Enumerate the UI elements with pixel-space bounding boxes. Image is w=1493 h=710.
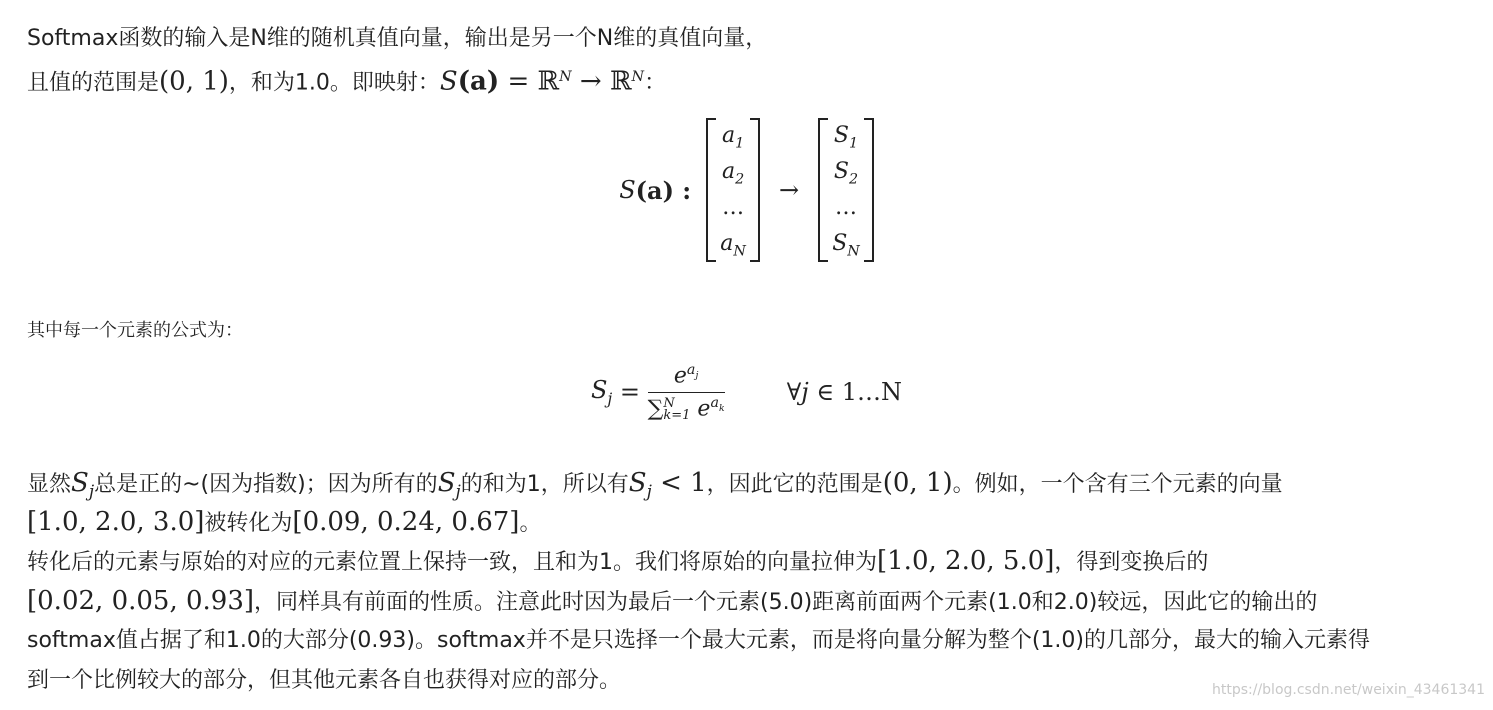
input-vector-matrix bbox=[706, 118, 760, 262]
interval-math: (0, 1) bbox=[882, 468, 953, 498]
csdn-watermark: https://blog.csdn.net/weixin_43461341 bbox=[1211, 682, 1485, 698]
input-vector-cell: … bbox=[722, 195, 745, 220]
para2-text: 总是正的~(因为指数)；因为所有的 bbox=[94, 472, 438, 497]
lt-one-math: < 1 bbox=[651, 468, 707, 498]
formula-intro-text: 其中每一个元素的公式为： bbox=[27, 320, 243, 341]
formula-lhs: $S_j$ bbox=[590, 375, 613, 408]
para2-text: 。 bbox=[519, 511, 542, 536]
matrix-lhs-S: S bbox=[619, 176, 636, 204]
intro-line-2 bbox=[27, 62, 666, 98]
formula-denominator: ∑ N k=1 $e^{a_k}$ bbox=[647, 395, 725, 423]
para2-line-4 bbox=[27, 586, 1317, 618]
input-vector-cell: $a_1$ bbox=[721, 123, 745, 152]
para2-line-6 bbox=[27, 666, 621, 696]
map-N2-math: N bbox=[631, 69, 645, 85]
vector-1-math: [1.0, 2.0, 3.0] bbox=[27, 507, 205, 537]
matrix-equation bbox=[0, 118, 1493, 262]
para2-line-2 bbox=[27, 507, 541, 539]
para2-line-1 bbox=[27, 468, 1283, 506]
output-vector-cell: … bbox=[834, 195, 857, 220]
intro-text-2c: ： bbox=[644, 70, 667, 96]
intro-line-1 bbox=[27, 24, 767, 54]
formula-numerator: $e^{a_j}$ bbox=[648, 362, 725, 393]
softmax-formula bbox=[0, 362, 1493, 422]
para2-line-5 bbox=[27, 626, 1370, 656]
matrix-arrow: → bbox=[778, 176, 800, 204]
map-arrow-math: → ℝ bbox=[571, 66, 632, 97]
input-vector-cell: $a_N$ bbox=[720, 231, 746, 260]
output-vector-cell: $S_1$ bbox=[833, 123, 859, 152]
para2-text: ，同样具有前面的性质。注意此时因为最后一个元素(5.0)距离前面两个元素(1.0和2.0)较远，因此它的输出的 bbox=[254, 590, 1318, 615]
para2-text: softmax值占据了和1.0的大部分(0.93)。softmax并不是只选择一个最大元素，而是将向量分解为整个(1.0)的几部分，最大的输入元素得 bbox=[27, 628, 1370, 653]
S-j-math: $S_j$ bbox=[628, 468, 652, 502]
map-N1-math: N bbox=[559, 69, 572, 85]
output-vector-cell: $S_2$ bbox=[833, 159, 859, 188]
vector-3-math: [1.0, 2.0, 5.0] bbox=[877, 546, 1055, 576]
output-vector-cell: $S_N$ bbox=[832, 231, 860, 260]
input-vector-cell: $a_2$ bbox=[721, 159, 745, 188]
map-eq-math: = ℝ bbox=[499, 66, 560, 97]
para2-text: ，因此它的范围是 bbox=[706, 472, 883, 497]
vector-2-math: [0.09, 0.24, 0.67] bbox=[292, 507, 520, 537]
para2-text: 的和为1，所以有 bbox=[460, 472, 629, 497]
para2-text: 。例如，一个含有三个元素的向量 bbox=[952, 472, 1283, 497]
formula-eq: = bbox=[612, 377, 648, 406]
intro-text-1: Softmax函数的输入是N维的随机真值向量，输出是另一个N维的真值向量， bbox=[27, 26, 768, 51]
para2-text: 显然 bbox=[27, 472, 72, 497]
map-S-math: S bbox=[439, 66, 458, 97]
intro-text-2b: ，和为1.0。即映射： bbox=[228, 70, 440, 96]
para2-line-3 bbox=[27, 546, 1208, 578]
S-j-math: $S_j$ bbox=[437, 468, 461, 502]
para2-text: 到一个比例较大的部分，但其他元素各自也获得对应的部分。 bbox=[27, 668, 622, 693]
intro-text-2a: 且值的范围是 bbox=[27, 70, 160, 96]
interval-math: (0, 1) bbox=[159, 66, 229, 97]
para2-text: ，得到变换后的 bbox=[1054, 550, 1209, 575]
formula-intro bbox=[27, 316, 243, 346]
map-a-math: (a) bbox=[457, 66, 500, 97]
formula-fraction bbox=[648, 362, 725, 422]
S-j-math: $S_j$ bbox=[71, 468, 95, 502]
output-vector-matrix bbox=[818, 118, 874, 262]
para2-text: 转化后的元素与原始的对应的元素位置上保持一致，且和为1。我们将原始的向量拉伸为 bbox=[27, 550, 877, 575]
formula-forall: ∀j ∈ 1…N bbox=[786, 377, 903, 406]
vector-4-math: [0.02, 0.05, 0.93] bbox=[27, 586, 255, 616]
para2-text: 被转化为 bbox=[204, 511, 293, 536]
matrix-lhs-a: (a) : bbox=[635, 175, 692, 205]
